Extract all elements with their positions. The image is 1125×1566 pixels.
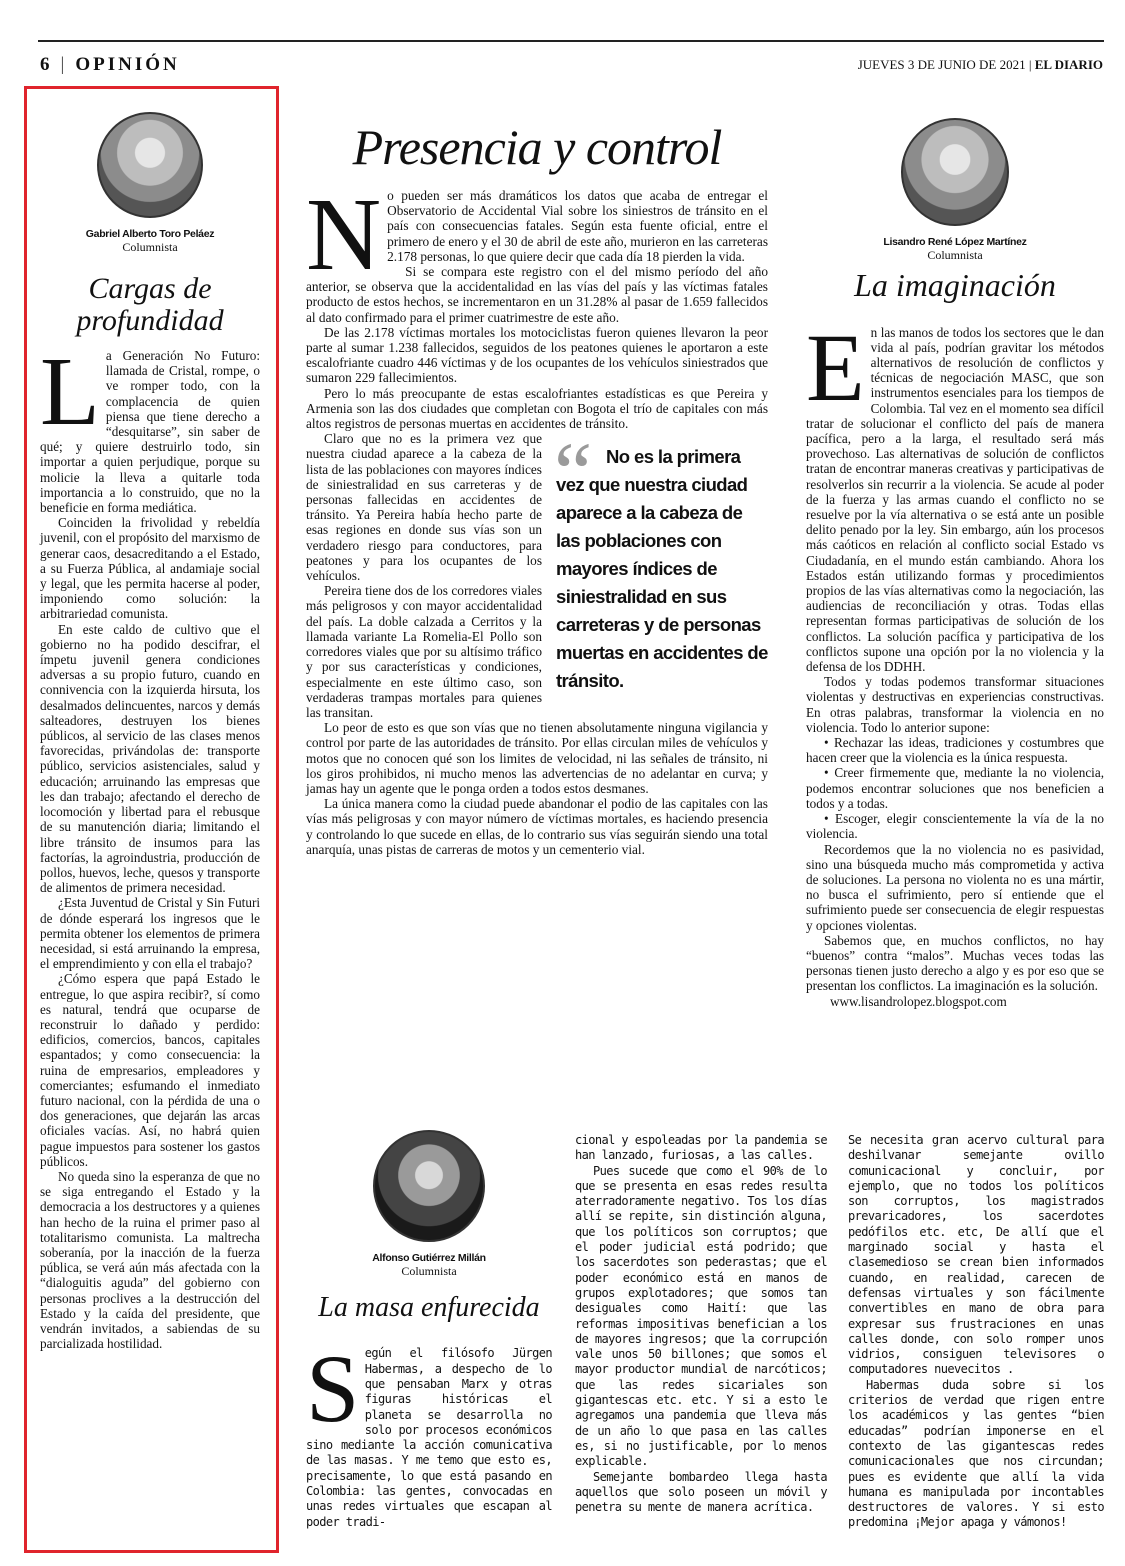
paragraph: Claro que no es la primera vez que nuestra ciudad aparece a la cabeza de la lista de las poblaciones con mayores índices de siniestralidad en sus carreteras y de personas fallecidas en accidentes de tránsito. Ya Pereira había hecho parte de esas regiones en donde sus vías son un verdadero riesgo para conductores, para peatones y para los ocupantes de los vehículos. — [306, 431, 542, 584]
bullet-item: • Rechazar las ideas, tradiciones y costumbres que hacen creer que la violencia es la única respuesta. — [806, 735, 1104, 766]
author-role: Columnista — [927, 248, 983, 262]
paragraph: Se necesita gran acervo cultural para deshilvanar semejante ovillo comunicacional y concluir, por ejemplo, que no todos los políticos son corruptos, los magistrados prevaricadores, los sacerdotes pedófilos etc. etc, De allí que el marginado social y hasta el clasemedioso se crean bien informados cuando, en realidad, carecen de defensas virtuales y son fácilmente convertibles en mano de obra para expresar sus frustraciones en unas calles donde, con solo romper unos vidrios, consiguen televisores o computadores nuevecitos . — [848, 1133, 1104, 1377]
header-separator-right: | — [1028, 57, 1032, 72]
dropcap-letter: E — [806, 313, 865, 421]
bullet-item: • Escoger, elegir conscientemente la vía de la no violencia. — [806, 811, 1104, 842]
paragraph: a Generación No Futuro: llamada de Cristal, rompe, o ve romper todo, con la complacencia de quien piensa que tiene derecho a “desquitarse”, sin saber de qué; y quiere destruirlo todo, sin importar a quien perjudique, porque su molicie la lleva a quitarle toda importancia a lo construido, que no la beneficie en forma mediática. — [40, 348, 260, 516]
paragraph: Si se compara este registro con el del mismo período del año anterior, se observa que la accidentalidad en las vías del país y las víctimas fatales producto de estos hechos, se incrementaron en un 31.28% al pasar de 1.659 fallecidos al dato confirmado para el primer cuatrimestre de este año. — [306, 264, 768, 325]
author-website-link[interactable]: www.lisandrolopez.blogspot.com — [830, 993, 1007, 1009]
paragraph: o pueden ser más dramáticos los datos que acaba de entregar el Observatorio de Accidental Vial sobre los siniestros de tránsito en el país con consecuencias fatales. Según esta fuente oficial, entre el primero de enero y el 30 de abril de este año, murieron en las carreteras 2.178 personas, lo que quiere decir que cada día 18 pierden la vida. — [387, 188, 768, 264]
column-body — [40, 338, 260, 1352]
author-role: Columnista — [122, 240, 178, 254]
paragraph: Coinciden la frivolidad y rebeldía juvenil, con el propósito del marxismo de generar caos, desacreditando a el Estado, a su Fuerza Pública, al andamiaje social y legal, que les permita hacerse al poder, imponiendo como solución: la arbitrariedad comunista. — [40, 515, 260, 622]
pull-quote — [554, 424, 768, 695]
paragraph: cional y espoleadas por la pandemia se han lanzado, furiosas, a las calles. — [575, 1133, 827, 1163]
right-opinion-column — [806, 118, 1104, 1010]
author-name: Gabriel Alberto Toro Peláez — [85, 228, 215, 240]
paragraph: Recordemos que la no violencia no es pasividad, sino una búsqueda mucho más comprometida y activa de soluciones. La persona no violenta no es una mártir, no busca el sufrimiento, pero sí entiende que el sufrimiento puede ser consecuencia de elegir respuestas y opciones violentas. — [806, 841, 1104, 933]
column-title: La masa enfurecida — [318, 1292, 540, 1323]
bottom-opinion-column — [306, 1130, 552, 1530]
paragraph: No queda sino la esperanza de que no se siga entregando el Estado y la democracia a los destructores y a quienes han hecho de la ruina el primer paso al totalitarismo comunista. La maltrecha soberanía, por la inacción de la fuerza pública, se verá aún más afectada con la “dialoguitis aguda” del gobierno con personas proclives a la destrucción del Estado y la caída del presidente, que vendrán invitados, a sabiendas de su parcializada hostilidad. — [40, 1168, 260, 1352]
author-name: Lisandro René López Martínez — [883, 236, 1027, 248]
center-editorial — [306, 118, 768, 857]
editorial-body — [306, 177, 768, 857]
quote-mark-icon: “ — [554, 424, 593, 521]
paragraph: Lo peor de esto es que son vías que no tienen absolutamente ninguna vigilancia y control por parte de las autoridades de tránsito. Por ellas circulan miles de vehículos y motos que no conocen qué son los limites de velocidad, ni las señales de tránsito, ni los giros prohibidos, ni mucho menos las advertencias de no adelantar en curva; y jamas hay un agente que le ponga orden a todos estos desmanes. — [306, 720, 768, 796]
pull-quote-text: No es la primera vez que nuestra ciudad aparece a la cabeza de las poblaciones con mayores índices de siniestralidad en sus carreteras y de personas muertas en accidentes de tránsito. — [556, 446, 768, 692]
paragraph: n las manos de todos los sectores que le dan vida al país, podrían gravitar los métodos alternativos de resolución de conflictos y técnicas de negociación MASC, que son instrumentos esenciales para los tiempos de Colombia. Tal vez en el momento sea difícil tratar de solucionar el conflicto del país de manera pacífica, pero a la larga, el resultado será más provechoso. Las alternativas de solución de conflictos tratan de encontrar maneras creativas y participativas de resolverlos sin recurrir a la violencia. Se acude al poder de la fuerza y las armas cuando el conflicto no se resuelve por la vía alternativa o se está ante un posible delito penado por la ley. Sin embargo, aún los procesos más caóticos en relación al conflicto social Estado vs Ciudadanía, en el mundo están cambiando. Ahora los Estados están utilizando formas y procedimientos propios de las vías alternativas como la negociación, las audiencias de reconciliación y otras. Todas ellas representan formas participativas de solución de los conflictos. La solución pacífica y participativa de los conflictos supone una opción por la no violencia y la defensa de los DDHH. — [806, 324, 1104, 675]
paragraph: Pues sucede que como el 90% de lo que se presenta en esas redes resulta aterradoramente negativo. Tos los días allí se repite, sin distinción alguna, que los políticos son corruptos; que el poder judicial está podrido; que los sacerdotes son pederastas; que el poder económico está en manos de grupos explotadores; que somos tan desiguales como Haití: que las reformas impositivas benefician a los de mayores ingresos; que la corrupción vale unos 50 billones; que somos el mayor productor mundial de narcóticos; que las redes sicariales son gigantescas etc. etc. Y si a esto le agregamos una pandemia que lleva más de un año lo que pasa en las calles es, si no justificable, por lo menos explicable. — [575, 1163, 827, 1469]
author-role: Columnista — [401, 1264, 457, 1278]
paragraph: egún el filósofo Jürgen Habermas, a despecho de lo que pensaban Marx y otras figuras históricas el planeta se desarrolla no solo por procesos económicos sino mediante la acción comunicativa de las masas. Y me temo que esto es, precisamente, lo que está pasando en Colombia: las gentes, convocadas en unas redes virtuales que escapan al poder tradi- — [306, 1346, 552, 1529]
bottom-column-text-3 — [848, 1133, 1104, 1531]
paragraph: Pereira tiene dos de los corredores viales más peligrosos y con mayor accidentalidad del país. La doble calzada a Cerritos y la llamada variante La Romelia-El Pollo son corredores viales que por su altísimo tráfico y por sus características y condiciones, especialmente en este último caso, son verdaderas trampas mortales para quienes las transitan. — [306, 583, 542, 720]
paragraph: Habermas duda sobre si los criterios de verdad que rigen entre los académicos y las gentes “bien educadas” podrían imponerse en el contexto de las gigantescas redes comunicacionales que nos circundan; pues es evidente que allí la vida humana es manipulada por incontables destructores de valores. Y si esto predomina ¡Mejor apaga y vámonos! — [848, 1377, 1104, 1530]
paragraph: Todos y todas podemos transformar situaciones violentas y destructivas en experiencias constructivas. En otras palabras, transformar la violencia en no violencia. Todo lo anterior supone: — [806, 674, 1104, 735]
author-name: Alfonso Gutiérrez Millán — [372, 1252, 486, 1264]
dropcap-letter: L — [40, 338, 100, 446]
paragraph: Pero lo más preocupante de estas escalofriantes estadísticas es que Pereira y Armenia son las dos ciudades que completan con Bogota el trío de capitales con más altos registros de personas muertas en accidentes de tránsito. — [306, 385, 768, 432]
newspaper-name: EL DIARIO — [1034, 57, 1103, 72]
section-name: OPINIÓN — [75, 54, 180, 75]
column-body — [806, 313, 1104, 994]
edition-info — [858, 57, 1103, 73]
header-rule — [38, 40, 1104, 42]
paragraph: La única manera como la ciudad puede abandonar el podio de las capitales con las vías más peligrosas y con mayor número de víctimas mortales, es haciendo presencia y controlando lo que sucede en ellas, de lo contrario sus vías seguirán siendo una total anarquía, unas pistas de carreras de motos y un cementerio vial. — [306, 796, 768, 857]
section-header — [40, 54, 180, 76]
paragraph: Sabemos que, en muchos conflictos, no hay “buenos” contra “malos”. Muchas veces todas las personas tienen justo derecho a algo y es por eso que se presentan los conflictos. La imaginación es la solución. — [806, 932, 1104, 994]
column-title: La imaginación — [854, 267, 1056, 303]
paragraph: ¿Esta Juventud de Cristal y Sin Futuri de dónde esperará los ingresos que le permita obtener los elementos de primera necesidad, si está arruinando la empresa, el emprendimiento y con ella el trabajo? — [40, 895, 260, 972]
author-photo — [97, 112, 203, 218]
paragraph: En este caldo de cultivo que el gobierno no ha podido descifrar, el ímpetu juvenil genera condiciones adversas a su propio futuro, cuando en connivencia con la izquierda hirsuta, los desalmados delincuentes, narcos y demás salteadores, destruyen los bienes públicos, al servicio de las clases menos favorecidas, privándolas de: transporte público, servicios asistenciales, salud y educación; arruinando las empresas que les dan trabajo; afectando el derecho de locomoción y libertad para el rebusque de su manutención diaria; limitando el libre tránsito de insumos para las factorías, la agroindustria, producción de pollos, huevos, leche, quesos y transporte de alimentos de primera necesidad. — [40, 621, 260, 896]
header-separator: | — [60, 54, 68, 75]
bullet-item: • Creer firmemente que, mediante la no violencia, podemos encontrar soluciones que nos beneficien a todos y a todas. — [806, 765, 1104, 811]
left-opinion-column — [40, 112, 260, 1351]
paragraph: Semejante bombardeo llega hasta aquellos que solo poseen un móvil y penetra su mente de manera acrítica. — [575, 1469, 827, 1515]
column-title: Cargas de profundidad — [76, 272, 224, 337]
paragraph: ¿Cómo espera que papá Estado le entregue, lo que aspira recibir?, sí como es natural, tendrá que ocuparse de reconstruir lo dañado y perdido: edificios, comercios, bancos, capitales espantados; y como consecuencia: la ruina de empresarios, empleadores y comerciantes; esfumando el inmediato futuro nacional, con la pérdida de una o dos generaciones, que dejarán las arcas oficiales vacías. Así, no habrá quien pague impuestos para sostener los gastos públicos. — [40, 971, 260, 1169]
edition-date: JUEVES 3 DE JUNIO DE 2021 — [857, 57, 1026, 72]
paragraph: De las 2.178 víctimas mortales los motociclistas fueron quienes llevaron la peor parte al sumar 1.238 fallecidos, seguidos de los peatones quienes le aportaron a este escalofriante cuadro 446 víctimas y de los ocupantes de los vehículos siniestrados que sumaron 229 fallecimientos. — [306, 324, 768, 386]
column-body — [306, 1335, 552, 1530]
dropcap-letter: S — [306, 1335, 359, 1443]
editorial-title: Presencia y control — [352, 119, 722, 175]
page-number: 6 — [40, 54, 53, 75]
author-photo — [901, 118, 1009, 226]
bottom-column-text-2 — [575, 1133, 827, 1515]
author-photo — [373, 1130, 485, 1242]
dropcap-letter: N — [306, 177, 382, 292]
